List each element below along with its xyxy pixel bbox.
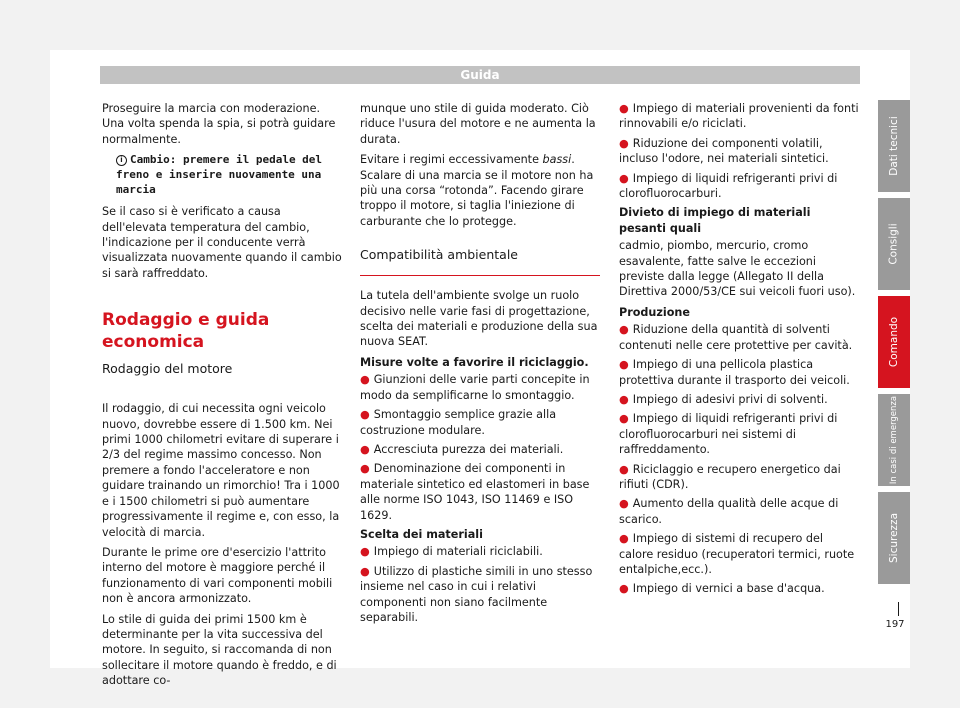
bold-heading: Divieto di impiego di materiali pesanti quali (619, 206, 811, 235)
tab-label: Sicurezza (888, 512, 901, 564)
subsection-title: Rodaggio del motore (102, 361, 233, 377)
emphasis: bassi (542, 153, 572, 167)
paragraph (360, 152, 600, 229)
bullet-icon: ● (619, 171, 629, 185)
list-item-text: Aumento della qualità delle acque di scarico. (619, 497, 839, 526)
list-item-text: Riduzione della quantità di solventi contenuti nelle cere protettive per cavità. (619, 323, 853, 352)
list-item (360, 372, 600, 403)
list-item-text: Riciclaggio e recupero energetico dai rifiuti (CDR). (619, 462, 841, 491)
list-item (360, 461, 600, 523)
list-item (619, 411, 859, 457)
paragraph: La tutela dell'ambiente svolge un ruolo decisivo nelle varie fasi di progettazione, scelta dei materiali e produzione della sua nuova SEAT. (360, 289, 598, 349)
bullet-icon: ● (360, 462, 370, 476)
list-item (619, 171, 859, 202)
info-icon: i (116, 155, 127, 166)
text-run: . Scalare di una marcia se il motore non ha più una corsa “rotonda”. Facendo girare troppo il motore, si taglia l'iniezione di carburante che lo protegge. (360, 153, 594, 228)
list-item-text: Accresciuta purezza dei materiali. (373, 442, 564, 456)
bullet-icon: ● (619, 532, 629, 546)
list-item-text: Impiego di materiali provenienti da fonti rinnovabili e/o riciclati. (619, 102, 859, 131)
bullet-icon: ● (619, 358, 629, 372)
tab-sicurezza[interactable] (878, 492, 910, 584)
subsection-heading: Compatibilità ambientale (360, 247, 600, 276)
bullet-list (619, 101, 859, 201)
bullet-icon: ● (360, 408, 370, 422)
column-right (619, 101, 859, 601)
bold-heading: Produzione (619, 305, 690, 319)
list-item (619, 496, 859, 527)
column-left (102, 101, 342, 694)
paragraph: Proseguire la marcia con moderazione. Una volta spenda la spia, si potrà guidare normalmente. (102, 102, 336, 146)
list-item-text: Impiego di vernici a base d'acqua. (632, 582, 825, 596)
list-item (619, 357, 859, 388)
column-middle (360, 101, 600, 629)
bullet-icon: ● (619, 497, 629, 511)
bullet-icon: ● (619, 412, 629, 426)
bullet-icon: ● (619, 102, 629, 115)
tab-consigli[interactable] (878, 198, 910, 290)
page-header: Guida (100, 66, 860, 84)
text-run: Evitare i regimi eccessivamente (360, 153, 543, 167)
bullet-list (360, 544, 600, 625)
bullet-icon: ● (619, 462, 629, 476)
tab-label: Dati tecnici (888, 116, 901, 176)
bullet-list (619, 322, 859, 597)
list-item-text: Utilizzo di plastiche simili in uno stesso insieme nel caso in cui i relativi componenti non siano facilmente separabili. (360, 564, 593, 624)
list-item-text: Impiego di sistemi di recupero del calore residuo (recuperatori termici, ruote entalpiche,ecc.). (619, 532, 855, 576)
bullet-icon: ● (619, 582, 629, 596)
tab-dati-tecnici[interactable] (878, 100, 910, 192)
list-item (619, 101, 859, 132)
list-item-text: Giunzioni delle varie parti concepite in modo da semplificarne lo smontaggio. (360, 373, 590, 402)
bullet-icon: ● (619, 136, 629, 150)
bullet-list (360, 372, 600, 523)
list-item (619, 136, 859, 167)
list-item-text: Impiego di liquidi refrigeranti privi di clorofluorocarburi nei sistemi di raffreddamento. (619, 412, 838, 457)
bullet-icon: ● (360, 545, 370, 559)
list-item (360, 442, 600, 457)
paragraph: Lo stile di guida dei primi 1500 km è determinante per la vita successiva del motore. In seguito, si raccomanda di non sollecitare il motore quando è freddo, e di adottare co- (102, 612, 337, 688)
paragraph: munque uno stile di guida moderato. Ciò riduce l'usura del motore e ne aumenta la durata. (360, 102, 596, 146)
list-item (619, 581, 859, 596)
tab-comando[interactable] (878, 296, 910, 388)
list-item-text: Riduzione dei componenti volatili, incluso l'odore, nei materiali sintetici. (619, 136, 829, 166)
bullet-icon: ● (619, 323, 629, 337)
list-item (619, 322, 859, 353)
list-item-text: Impiego di liquidi refrigeranti privi di clorofluorocarburi. (619, 171, 838, 201)
page-number: 197 (880, 619, 910, 630)
bullet-icon: ● (360, 442, 370, 456)
bullet-icon: ● (619, 392, 629, 406)
list-item (619, 392, 859, 407)
bullet-icon: ● (360, 564, 370, 578)
paragraph: Il rodaggio, di cui necessita ogni veicolo nuovo, dovrebbe essere di 1.500 km. Nei primi 1000 chilometri evitare di superare i 2/3 del regime massimo concesso. Non premere a fondo l'acceleratore e non guidare trainando un rimorchio! Tra i 1000 e i 1500 chilometri si può aumentare progressivamente il regime e, con esso, la velocità di marcia. (102, 402, 340, 539)
paragraph: Se il caso si è verificato a causa dell'elevata temperatura del cambio, l'indicazione per il conducente verrà visualizzata nuovamente quando il cambio si sarà raffreddato. (102, 205, 342, 280)
list-item (360, 564, 600, 626)
list-item-text: Smontaggio semplice grazie alla costruzione modulare. (360, 408, 557, 437)
list-item (360, 544, 600, 559)
section-title: Rodaggio e guida economica (102, 310, 270, 353)
list-item-text: Impiego di materiali riciclabili. (373, 545, 543, 559)
list-item (360, 407, 600, 438)
tab-label: Comando (888, 316, 901, 368)
paragraph: cadmio, piombo, mercurio, cromo esavalente, fatte salve le eccezioni previste dalla legge (Allegato II della Direttiva 2000/53/CE sui veicoli fuori uso). (619, 239, 856, 299)
note-text: Cambio: premere il pedale del freno e inserire nuovamente una marcia (116, 153, 323, 197)
tab-emergenza[interactable] (878, 394, 910, 486)
tab-label: Consigli (888, 223, 900, 265)
bold-heading: Misure volte a favorire il riciclaggio. (360, 355, 589, 369)
tab-label: In casi di emergenza (889, 395, 900, 485)
list-item-text: Impiego di una pellicola plastica protettiva durante il trasporto dei veicoli. (619, 358, 850, 387)
list-item (619, 531, 859, 577)
bullet-icon: ● (360, 373, 370, 387)
list-item-text: Impiego di adesivi privi di solventi. (632, 392, 828, 406)
bold-heading: Scelta dei materiali (360, 527, 483, 541)
list-item (619, 462, 859, 493)
note-block (116, 152, 342, 197)
list-item-text: Denominazione dei componenti in materiale sintetico ed elastomeri in base alle norme ISO 1043, ISO 11469 e ISO 1629. (360, 462, 590, 522)
paragraph: Durante le prime ore d'esercizio l'attrito interno del motore è maggiore perché il funzionamento di vari componenti mobili non è ancora armonizzato. (102, 545, 333, 606)
